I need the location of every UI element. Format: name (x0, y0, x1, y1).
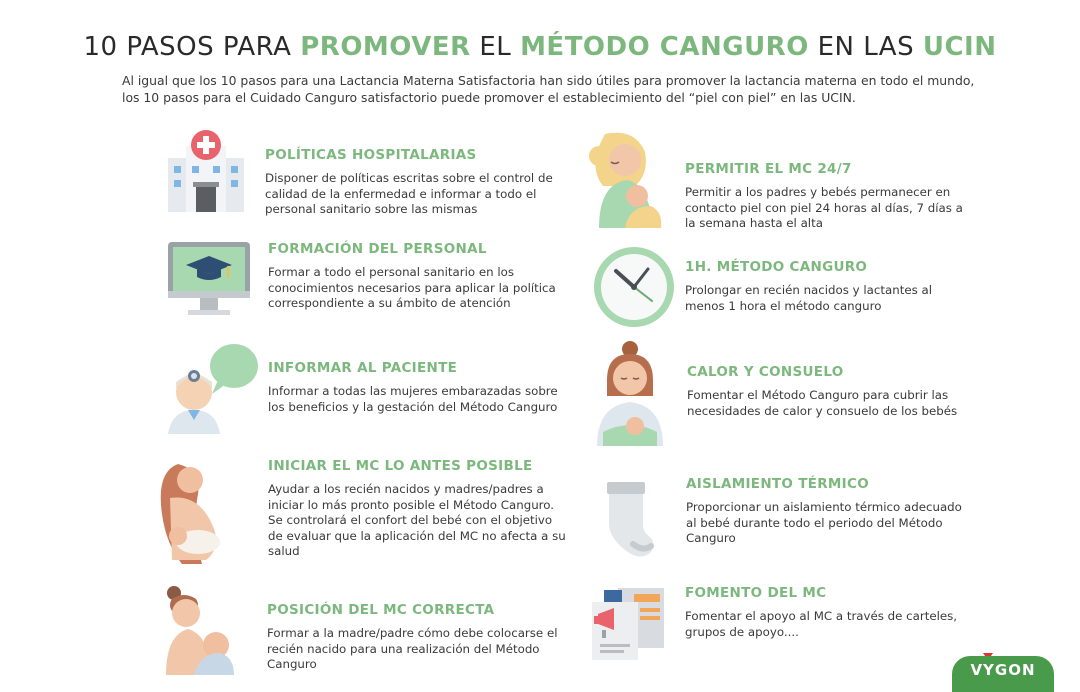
step-text: Fomentar el apoyo al MC a través de carteles, grupos de apoyo.... (685, 609, 958, 639)
step-title: POLÍTICAS HOSPITALARIAS (265, 147, 477, 163)
title-part2: PROMOVER (300, 32, 471, 62)
posters-megaphone-icon (590, 586, 668, 662)
step-title: AISLAMIENTO TÉRMICO (686, 476, 869, 492)
step-title: POSICIÓN DEL MC CORRECTA (267, 602, 495, 618)
sock-icon (603, 480, 657, 560)
mother-cradling-icon (593, 340, 667, 446)
title-part1: 10 PASOS PARA (83, 32, 301, 62)
breastfeeding-icon (156, 458, 232, 570)
page-title (0, 32, 1080, 62)
hospital-icon (162, 128, 250, 216)
step-text: Informar a todas las mujeres embarazadas sobre los beneficios y la gestación del Método Canguro (268, 384, 558, 414)
step-fomento-del-mc (685, 585, 965, 640)
step-text: Formar a la madre/padre cómo debe colocarse el recién nacido para una realización del Método Canguro (267, 626, 558, 672)
title-part3: EL (470, 32, 521, 62)
step-title: PERMITIR EL MC 24/7 (685, 161, 852, 177)
step-title: FORMACIÓN DEL PERSONAL (268, 241, 487, 257)
title-part4: MÉTODO CANGURO (520, 32, 809, 62)
step-iniciar-el-mc (268, 458, 568, 560)
step-title: CALOR Y CONSUELO (687, 364, 844, 380)
step-informar-al-paciente (268, 360, 568, 415)
step-text: Formar a todo el personal sanitario en los conocimientos necesarios para aplicar la política correspondiente a su ámbito de atención (268, 265, 556, 311)
step-title: 1H. MÉTODO CANGURO (685, 259, 868, 275)
monitor-graduation-icon (166, 240, 252, 322)
vygon-logo: VYGON (952, 656, 1054, 692)
step-text: Ayudar a los recién nacidos y madres/padres a iniciar lo más pronto posible el Método Canguro. Se controlará el confort del bebé con el objetivo de evaluar que la aplicación del MC no afecta a su salud (268, 482, 566, 559)
step-aislamiento-termico (686, 476, 966, 547)
intro-paragraph: Al igual que los 10 pasos para una Lactancia Materna Satisfactoria han sido útiles para promover la lactancia materna en todo el mundo, los 10 pasos para el Cuidado Canguro satisfactorio puede promover el establecimiento del “piel con piel” en las UCIN. (122, 73, 975, 105)
mother-holding-baby-icon (585, 130, 665, 228)
step-calor-y-consuelo (687, 364, 967, 419)
step-text: Fomentar el Método Canguro para cubrir las necesidades de calor y consuelo de los bebés (687, 388, 958, 418)
step-title: INFORMAR AL PACIENTE (268, 360, 458, 376)
step-text: Prolongar en recién nacidos y lactantes al menos 1 hora el método canguro (685, 283, 932, 313)
title-part6: UCIN (922, 32, 997, 62)
step-posicion-del-mc (267, 602, 567, 673)
step-text: Proporcionar un aislamiento térmico adecuado al bebé durante todo el periodo del Método Canguro (686, 500, 962, 546)
clock-icon (592, 245, 676, 329)
step-text: Disponer de políticas escritas sobre el control de calidad de la enfermedad e informar a todo el personal sanitario sobre las mismas (265, 171, 553, 217)
step-politicas-hospitalarias (265, 147, 565, 218)
step-title: INICIAR EL MC LO ANTES POSIBLE (268, 458, 533, 474)
step-1h-metodo-canguro (685, 259, 965, 314)
title-part5: EN LAS (808, 32, 923, 62)
step-title: FOMENTO DEL MC (685, 585, 827, 601)
doctor-speech-icon (166, 342, 260, 436)
step-text: Permitir a los padres y bebés permanecer en contacto piel con piel 24 horas al días, 7 días a la semana hasta el alta (685, 185, 963, 231)
step-permitir-el-mc (685, 161, 965, 232)
mother-baby-icon (158, 585, 238, 675)
step-formacion-del-personal (268, 241, 568, 312)
